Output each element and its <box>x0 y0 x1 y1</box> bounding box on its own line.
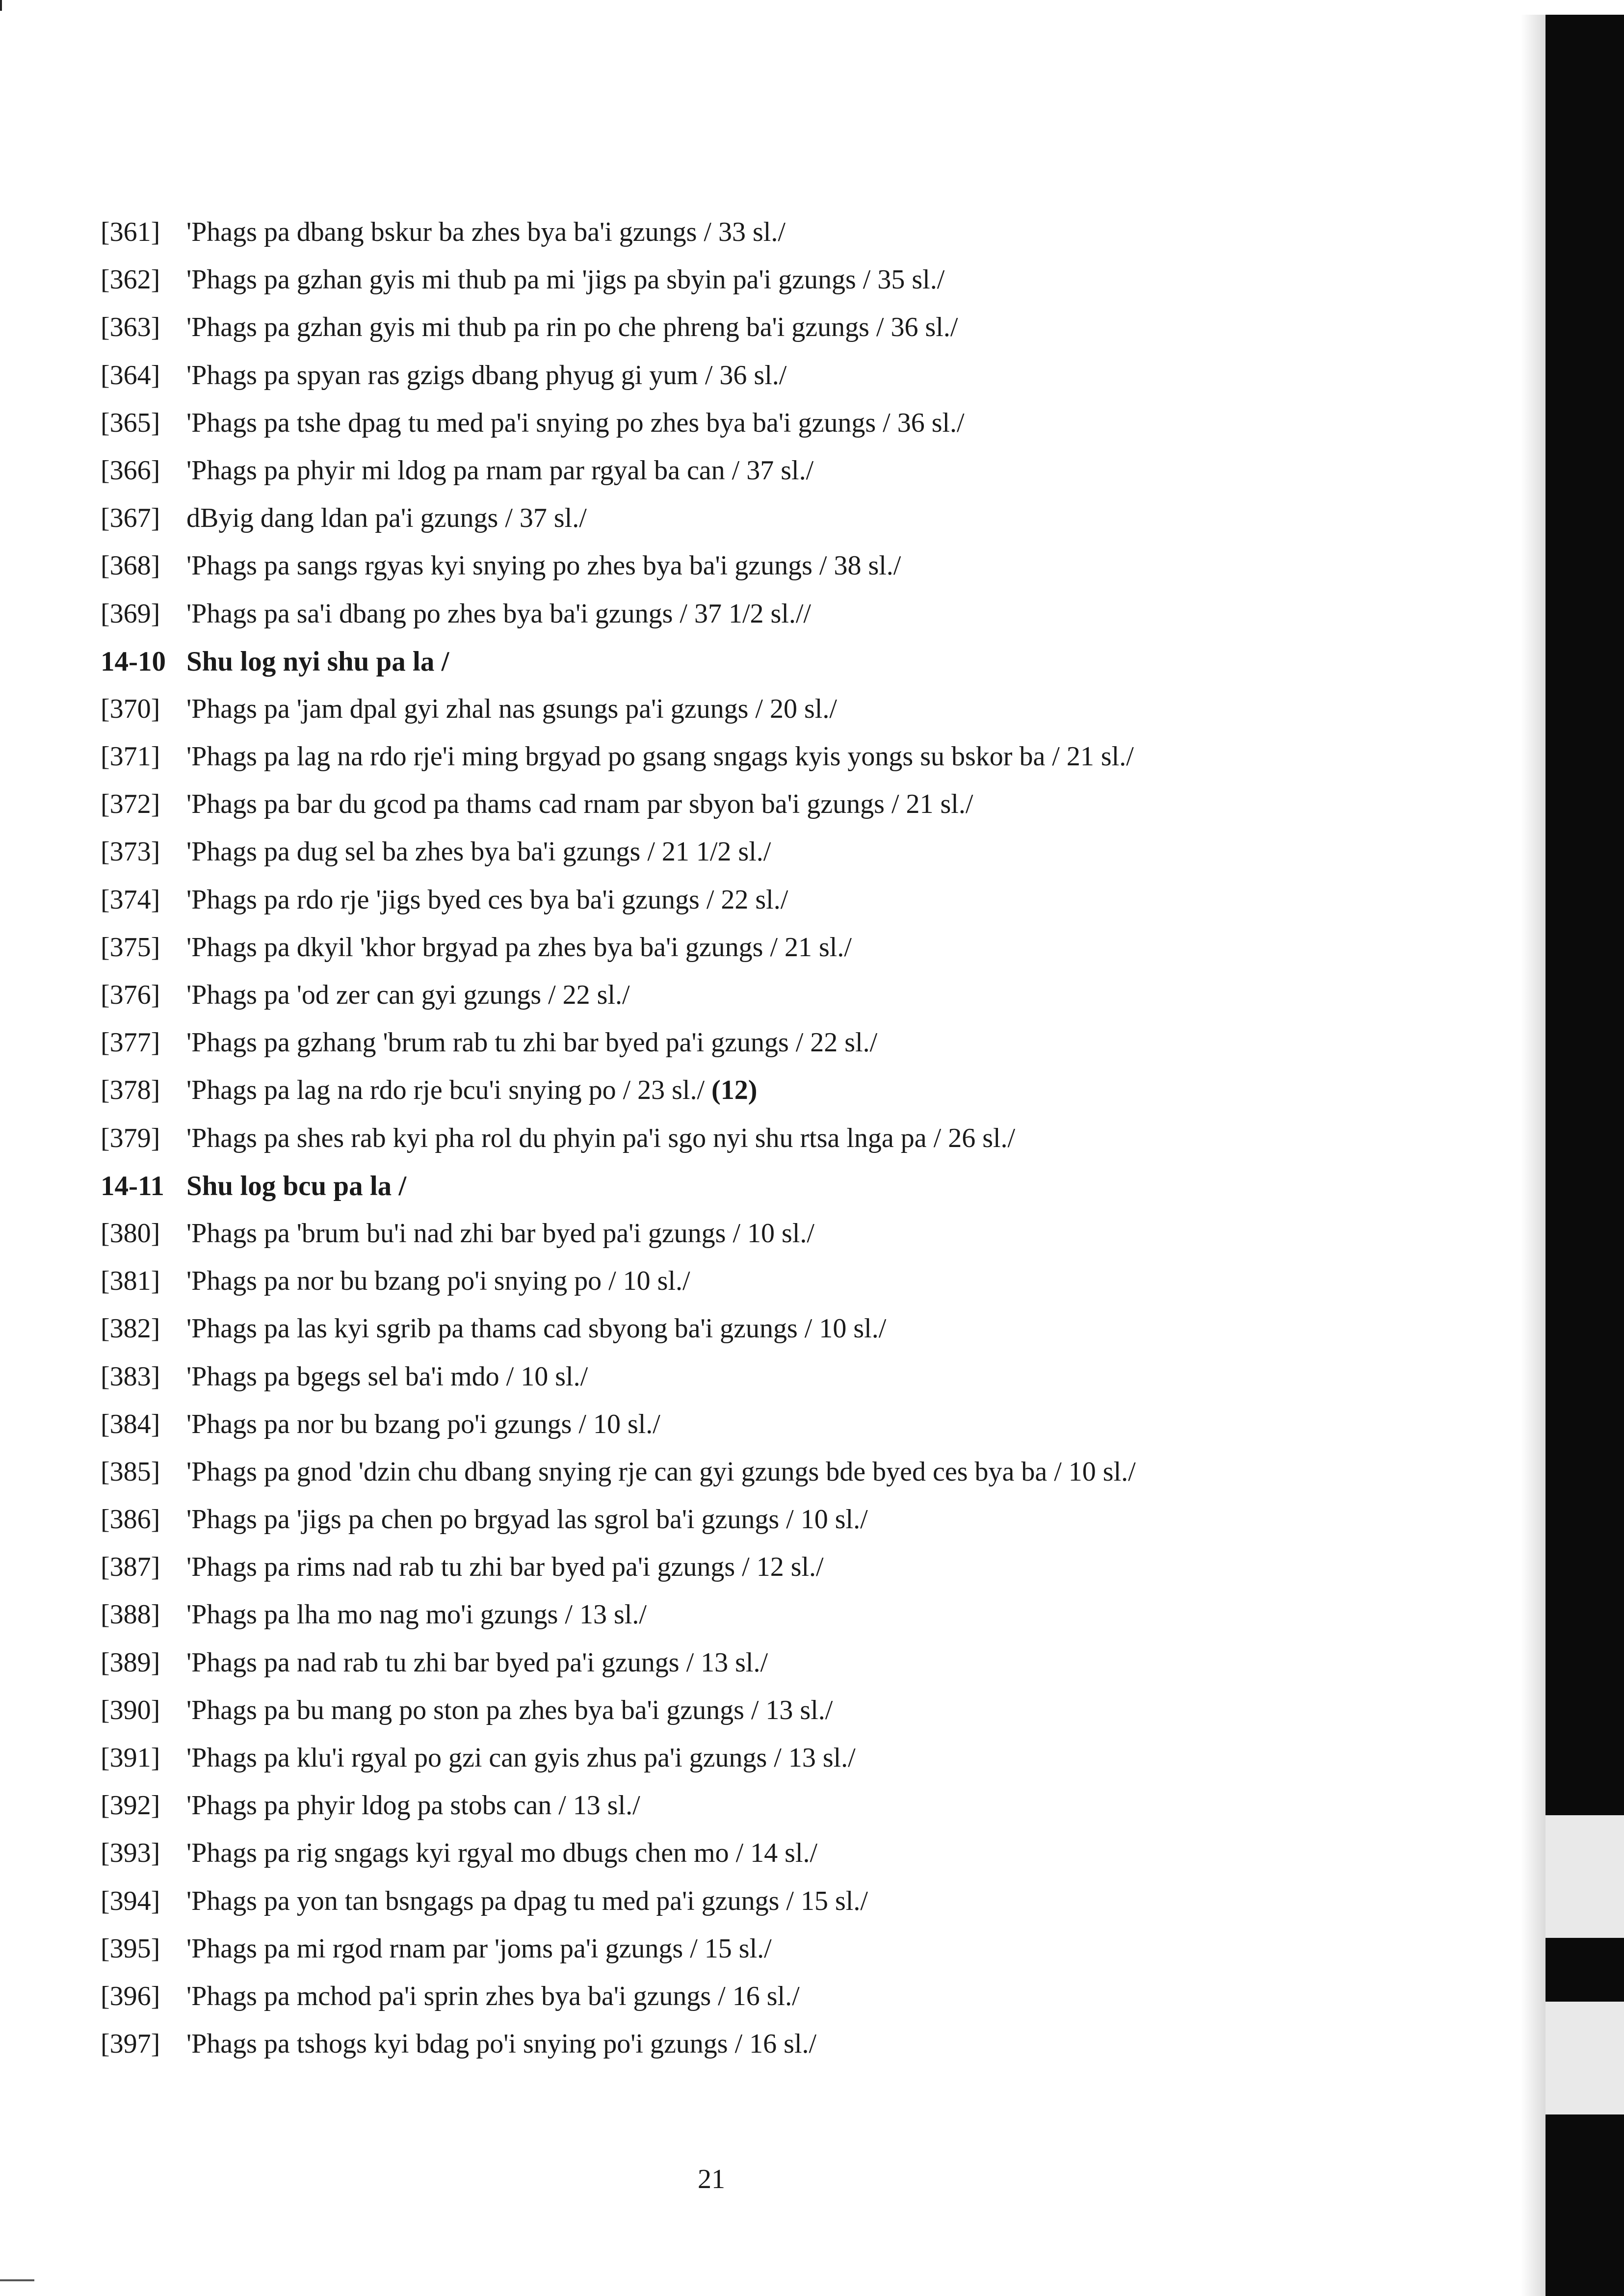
catalogue-entry <box>101 685 1474 733</box>
entry-number: [394] <box>101 1885 160 1916</box>
entry-number: [370] <box>101 693 160 724</box>
scan-corner-mark <box>0 0 2 11</box>
entry-text: 'Phags pa gzhang 'brum rab tu zhi bar byed pa'i gzungs / 22 sl./ <box>186 1027 878 1058</box>
entry-title <box>186 1257 690 1305</box>
catalogue-entry <box>101 256 1474 304</box>
entry-number: [385] <box>101 1456 160 1487</box>
entry-title <box>186 971 630 1019</box>
entry-text: 'Phags pa mi rgod rnam par 'joms pa'i gzungs / 15 sl./ <box>186 1933 772 1964</box>
entry-text: 'Phags pa sangs rgyas kyi snying po zhes bya ba'i gzungs / 38 sl./ <box>186 550 901 581</box>
entry-title <box>186 876 788 924</box>
catalogue-entry <box>101 1782 1474 1829</box>
catalogue-entry <box>101 1543 1474 1591</box>
catalogue-entry <box>101 590 1474 638</box>
entry-text: 'Phags pa tshe dpag tu med pa'i snying po zhes bya ba'i gzungs / 36 sl./ <box>186 407 965 438</box>
catalogue-entry <box>101 209 1474 256</box>
entry-title <box>186 590 811 638</box>
entry-title <box>186 924 852 971</box>
section-number: 14-11 <box>101 1170 164 1201</box>
section-title <box>186 1162 406 1210</box>
entry-text: 'Phags pa 'brum bu'i nad zhi bar byed pa'i gzungs / 10 sl./ <box>186 1218 814 1249</box>
catalogue-entry <box>101 781 1474 828</box>
entry-number: [388] <box>101 1599 160 1630</box>
entry-text: Shu log nyi shu pa la / <box>186 646 449 677</box>
entry-title <box>186 781 973 828</box>
entry-title <box>186 1353 588 1401</box>
entry-number: [392] <box>101 1790 160 1821</box>
entry-number: [363] <box>101 312 160 343</box>
catalogue-entry <box>101 1115 1474 1162</box>
entry-title <box>186 1639 768 1687</box>
entry-text: 'Phags pa bgegs sel ba'i mdo / 10 sl./ <box>186 1361 588 1392</box>
entry-number: [382] <box>101 1313 160 1344</box>
entry-text: 'Phags pa 'jam dpal gyi zhal nas gsungs pa'i gzungs / 20 sl./ <box>186 693 837 724</box>
entry-text: 'Phags pa dbang bskur ba zhes bya ba'i gzungs / 33 sl./ <box>186 217 786 247</box>
catalogue-entry <box>101 1591 1474 1639</box>
entry-text: 'Phags pa dug sel ba zhes bya ba'i gzungs / 21 1/2 sl./ <box>186 836 771 867</box>
catalogue-entry <box>101 1925 1474 1973</box>
entry-text: 'Phags pa lag na rdo rje'i ming brgyad po gsang sngags kyis yongs su bskor ba / 21 sl./ <box>186 741 1134 772</box>
section-title <box>186 638 449 685</box>
entry-title <box>186 2020 816 2068</box>
entry-text: 'Phags pa rdo rje 'jigs byed ces bya ba'i gzungs / 22 sl./ <box>186 884 788 915</box>
entry-number: [366] <box>101 455 160 486</box>
entry-text: 'Phags pa nad rab tu zhi bar byed pa'i gzungs / 13 sl./ <box>186 1647 768 1678</box>
entry-number: [380] <box>101 1218 160 1249</box>
entry-number: [397] <box>101 2029 160 2060</box>
catalogue-entry <box>101 876 1474 924</box>
entry-text: 'Phags pa yon tan bsngags pa dpag tu med pa'i gzungs / 15 sl./ <box>186 1885 868 1916</box>
entry-number: [364] <box>101 360 160 391</box>
entry-number: [389] <box>101 1647 160 1678</box>
entry-number: [376] <box>101 980 160 1010</box>
catalogue-entry <box>101 1878 1474 1925</box>
entry-title <box>186 1210 814 1257</box>
entry-title <box>186 1067 757 1114</box>
catalogue-entry <box>101 1019 1474 1067</box>
entry-number: [365] <box>101 407 160 438</box>
entry-title <box>186 1687 833 1734</box>
entry-text: dByig dang ldan pa'i gzungs / 37 sl./ <box>186 503 587 534</box>
catalogue-entry <box>101 828 1474 876</box>
catalogue-entry <box>101 971 1474 1019</box>
entry-title <box>186 1734 856 1782</box>
catalogue-entry <box>101 1210 1474 1257</box>
catalogue-entry <box>101 1496 1474 1543</box>
entry-number: [362] <box>101 264 160 295</box>
entry-number: [379] <box>101 1122 160 1153</box>
entry-number: [387] <box>101 1552 160 1583</box>
section-heading <box>101 638 1474 685</box>
catalogue-entry <box>101 1257 1474 1305</box>
catalogue-entry <box>101 1734 1474 1782</box>
entry-number: [374] <box>101 884 160 915</box>
entry-text: 'Phags pa mchod pa'i sprin zhes bya ba'i gzungs / 16 sl./ <box>186 1981 800 2011</box>
entry-title <box>186 1115 1015 1162</box>
entry-text: 'Phags pa sa'i dbang po zhes bya ba'i gzungs / 37 1/2 sl.// <box>186 598 811 629</box>
entry-number: [367] <box>101 503 160 534</box>
entry-text: 'Phags pa shes rab kyi pha rol du phyin pa'i sgo nyi shu rtsa lnga pa / 26 sl./ <box>186 1122 1016 1153</box>
entry-title <box>186 352 786 399</box>
entry-title <box>186 1448 1136 1496</box>
entry-number: [383] <box>101 1361 160 1392</box>
catalogue-entry <box>101 447 1474 495</box>
entry-number: [371] <box>101 741 160 772</box>
entry-text: 'Phags pa phyir mi ldog pa rnam par rgyal ba can / 37 sl./ <box>186 455 814 486</box>
entry-text: 'Phags pa 'od zer can gyi gzungs / 22 sl./ <box>186 980 630 1010</box>
catalogue-entry <box>101 924 1474 971</box>
scan-edge-gap <box>1545 1815 1624 1938</box>
entry-number: [361] <box>101 217 160 247</box>
entry-number: [369] <box>101 598 160 629</box>
entry-text: 'Phags pa phyir ldog pa stobs can / 13 sl./ <box>186 1790 640 1821</box>
entry-title <box>186 1925 772 1973</box>
entry-title <box>186 1496 868 1543</box>
catalogue-entry <box>101 1687 1474 1734</box>
catalogue-entry <box>101 399 1474 447</box>
entry-text: 'Phags pa gzhan gyis mi thub pa mi 'jigs pa sbyin pa'i gzungs / 35 sl./ <box>186 264 945 295</box>
entry-text: 'Phags pa spyan ras gzigs dbang phyug gi yum / 36 sl./ <box>186 360 787 391</box>
entry-number: [378] <box>101 1075 160 1106</box>
entry-title <box>186 828 771 876</box>
catalogue-entry <box>101 1353 1474 1401</box>
entry-text: 'Phags pa nor bu bzang po'i snying po / 10 sl./ <box>186 1266 690 1297</box>
entry-title <box>186 1019 877 1067</box>
entry-text: 'Phags pa tshogs kyi bdag po'i snying po'i gzungs / 16 sl./ <box>186 2029 817 2060</box>
scan-corner-mark-bottom <box>0 2279 34 2281</box>
catalogue-entry <box>101 1305 1474 1353</box>
entry-title <box>186 447 813 495</box>
entry-number: [396] <box>101 1981 160 2011</box>
scan-edge-border <box>1545 15 1624 2296</box>
entry-number: [375] <box>101 932 160 963</box>
entry-title <box>186 1543 824 1591</box>
catalogue-entry <box>101 1401 1474 1448</box>
entry-text: 'Phags pa bar du gcod pa thams cad rnam par sbyon ba'i gzungs / 21 sl./ <box>186 789 973 820</box>
section-heading <box>101 1162 1474 1210</box>
entry-text: 'Phags pa dkyil 'khor brgyad pa zhes bya ba'i gzungs / 21 sl./ <box>186 932 852 963</box>
catalogue-entry <box>101 352 1474 399</box>
catalogue-entry <box>101 1639 1474 1687</box>
entry-text: 'Phags pa gnod 'dzin chu dbang snying rje can gyi gzungs bde byed ces bya ba / 10 sl./ <box>186 1456 1136 1487</box>
entry-number: [373] <box>101 836 160 867</box>
catalogue-entry <box>101 1829 1474 1877</box>
catalogue-entry <box>101 1973 1474 2020</box>
entry-text: 'Phags pa klu'i rgyal po gzi can gyis zhus pa'i gzungs / 13 sl./ <box>186 1743 856 1773</box>
entry-title <box>186 733 1134 781</box>
catalogue-entry <box>101 542 1474 590</box>
entry-number: [395] <box>101 1933 160 1964</box>
entry-number: [393] <box>101 1838 160 1869</box>
entry-title <box>186 399 965 447</box>
catalogue-entry <box>101 495 1474 542</box>
entry-text: 'Phags pa lag na rdo rje bcu'i snying po / 23 sl./ <box>186 1075 705 1106</box>
entry-text: 'Phags pa rig sngags kyi rgyal mo dbugs chen mo / 14 sl./ <box>186 1838 818 1869</box>
entry-number: [368] <box>101 550 160 581</box>
entry-text: 'Phags pa nor bu bzang po'i gzungs / 10 sl./ <box>186 1409 660 1439</box>
catalogue-list <box>101 209 1474 2068</box>
section-number: 14-10 <box>101 646 166 677</box>
entry-title <box>186 1401 660 1448</box>
catalogue-entry <box>101 304 1474 351</box>
entry-number: [381] <box>101 1266 160 1297</box>
entry-text: 'Phags pa las kyi sgrib pa thams cad sbyong ba'i gzungs / 10 sl./ <box>186 1313 887 1344</box>
entry-number: [377] <box>101 1027 160 1058</box>
entry-title <box>186 1305 886 1353</box>
entry-number: [391] <box>101 1743 160 1773</box>
entry-text: 'Phags pa 'jigs pa chen po brgyad las sgrol ba'i gzungs / 10 sl./ <box>186 1504 868 1535</box>
entry-title <box>186 542 901 590</box>
entry-title <box>186 1973 800 2020</box>
entry-title <box>186 1591 647 1639</box>
entry-title <box>186 495 587 542</box>
entry-title <box>186 685 837 733</box>
entry-title <box>186 1829 817 1877</box>
entry-text: 'Phags pa rims nad rab tu zhi bar byed pa'i gzungs / 12 sl./ <box>186 1552 824 1583</box>
entry-title <box>186 209 786 256</box>
entry-title <box>186 256 944 304</box>
entry-number: [372] <box>101 789 160 820</box>
catalogue-entry <box>101 733 1474 781</box>
entry-text: 'Phags pa gzhan gyis mi thub pa rin po che phreng ba'i gzungs / 36 sl./ <box>186 312 958 343</box>
entry-number: [386] <box>101 1504 160 1535</box>
entry-title <box>186 304 958 351</box>
entry-text: 'Phags pa lha mo nag mo'i gzungs / 13 sl./ <box>186 1599 647 1630</box>
page-number: 21 <box>698 2164 725 2194</box>
catalogue-entry <box>101 2020 1474 2068</box>
entry-text: 'Phags pa bu mang po ston pa zhes bya ba'i gzungs / 13 sl./ <box>186 1695 833 1725</box>
entry-title <box>186 1782 640 1829</box>
scan-edge-gap <box>1545 2002 1624 2114</box>
catalogue-entry <box>101 1448 1474 1496</box>
catalogue-entry <box>101 1067 1474 1114</box>
entry-text: Shu log bcu pa la / <box>186 1170 407 1201</box>
entry-number: [390] <box>101 1695 160 1725</box>
scan-shadow <box>1521 15 1545 2296</box>
entry-title <box>186 1878 868 1925</box>
entry-note: (12) <box>711 1075 758 1106</box>
entry-number: [384] <box>101 1409 160 1439</box>
